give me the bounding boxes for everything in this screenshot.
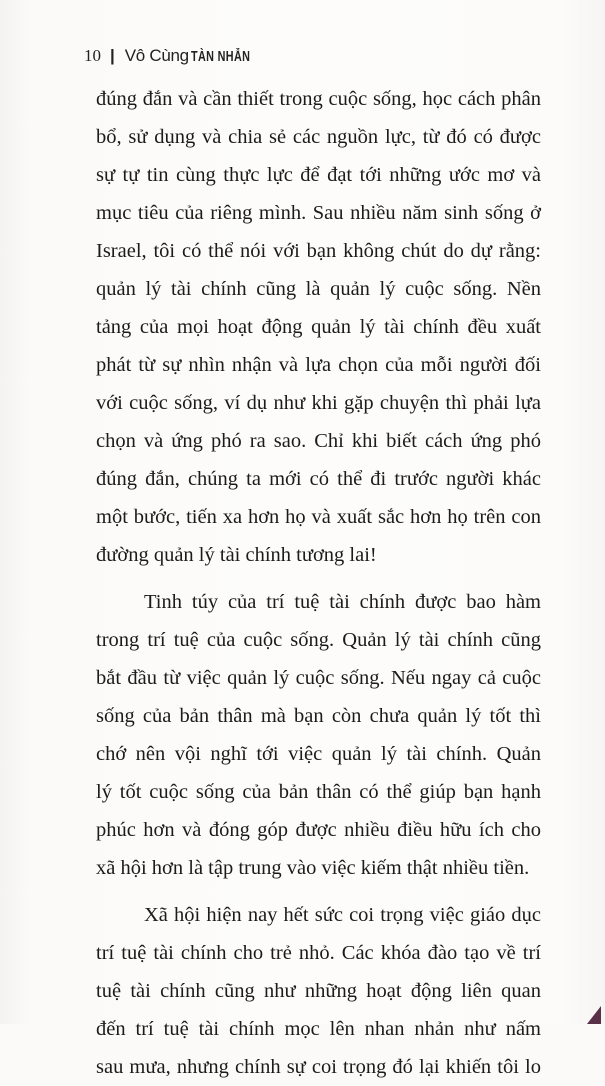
- text-line: xã hội hơn là tập trung vào việc kiếm thật nhiều tiền.: [96, 857, 530, 879]
- book-title-prefix: Vô Cùng: [124, 46, 189, 65]
- text-line: tuệ tài chính cũng như những hoạt động liên quan: [96, 980, 541, 1002]
- text-line: sống của bản thân mà bạn còn chưa quản lý tốt thì: [96, 705, 541, 727]
- paragraph-gap: [96, 574, 541, 583]
- text-line: một bước, tiến xa hơn họ và xuất sắc hơn họ trên con: [96, 506, 541, 528]
- text-line: phúc hơn và đóng góp được nhiều điều hữu ích cho: [96, 819, 541, 841]
- text-line: sau mưa, nhưng chính sự coi trọng đó lại khiến tôi lo: [96, 1056, 541, 1078]
- page-number: 10: [84, 46, 101, 65]
- text-line: quản lý tài chính cũng là quản lý cuộc sống. Nền: [96, 278, 541, 300]
- text-line: với cuộc sống, ví dụ như khi gặp chuyện thì phải lựa: [96, 392, 541, 414]
- text-line: phát từ sự nhìn nhận và lựa chọn của mỗi người đối: [96, 354, 541, 376]
- text-line: tảng của mọi hoạt động quản lý tài chính đều xuất: [96, 316, 541, 338]
- book-title-emphasis: TÀN NHẪN: [190, 48, 251, 65]
- text-line: Xã hội hiện nay hết sức coi trọng việc giáo dục: [144, 904, 541, 926]
- body-text: [96, 80, 541, 1086]
- text-line: trí tuệ tài chính cho trẻ nhỏ. Các khóa đào tạo về trí: [96, 942, 541, 964]
- text-line: chọn và ứng phó ra sao. Chỉ khi biết cách ứng phó: [96, 430, 541, 452]
- text-line: đường quản lý tài chính tương lai!: [96, 544, 377, 566]
- running-header: [84, 46, 273, 70]
- text-line: sự tự tin cùng thực lực để đạt tới những ước mơ và: [96, 164, 541, 186]
- text-line: đúng đắn, chúng ta mới có thể đi trước người khác: [96, 468, 541, 490]
- corner-mark-decoration: [587, 1006, 601, 1024]
- text-line: Israel, tôi có thể nói với bạn không chút do dự rằng:: [96, 240, 541, 262]
- text-line: bắt đầu từ việc quản lý cuộc sống. Nếu ngay cả cuộc: [96, 667, 541, 689]
- text-line: Tinh túy của trí tuệ tài chính được bao hàm: [144, 591, 541, 613]
- text-line: đúng đắn và cần thiết trong cuộc sống, học cách phân: [96, 88, 541, 110]
- text-line: mục tiêu của riêng mình. Sau nhiều năm sinh sống ở: [96, 202, 541, 224]
- header-separator: |: [110, 46, 115, 65]
- paragraph-gap: [96, 887, 541, 896]
- text-line: bổ, sử dụng và chia sẻ các nguồn lực, từ đó có được: [96, 126, 541, 148]
- text-line: đến trí tuệ tài chính mọc lên nhan nhản như nấm: [96, 1018, 541, 1040]
- text-line: trong trí tuệ của cuộc sống. Quản lý tài chính cũng: [96, 629, 541, 651]
- text-line: chớ nên vội nghĩ tới việc quản lý tài chính. Quản: [96, 743, 541, 765]
- text-line: lý tốt cuộc sống của bản thân có thể giúp bạn hạnh: [96, 781, 541, 803]
